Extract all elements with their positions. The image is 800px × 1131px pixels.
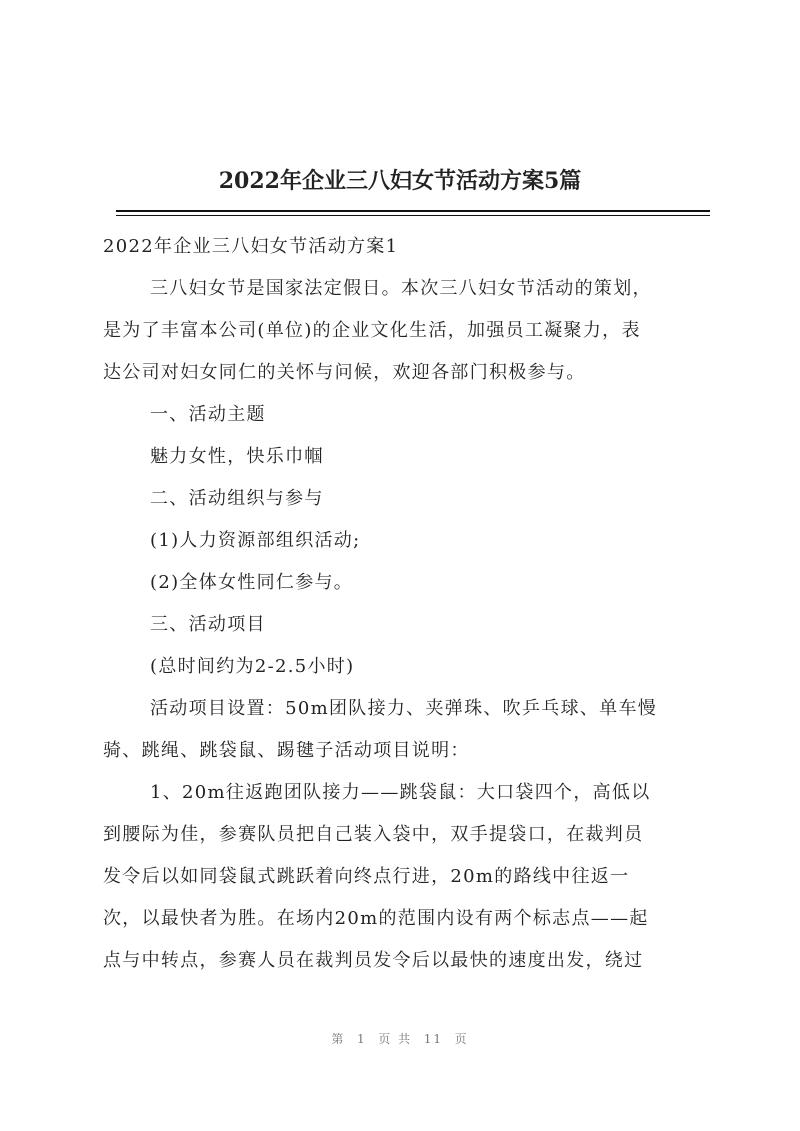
paragraph-line: (总时间约为2-2.5小时) bbox=[150, 656, 355, 677]
document-title: 2022年企业三八妇女节活动方案5篇 bbox=[218, 168, 582, 194]
paragraph-line: 活动项目设置：50m团队接力、夹弹珠、吹乒乓球、单车慢 bbox=[150, 698, 658, 719]
section-heading: 2022年企业三八妇女节活动方案1 bbox=[103, 236, 399, 257]
page-footer: 第 1 页 共 11 页 bbox=[331, 1032, 469, 1046]
subheading-theme: 一、活动主题 bbox=[150, 404, 266, 425]
paragraph-line: 是为了丰富本公司(单位)的企业文化生活，加强员工凝聚力，表 bbox=[103, 320, 641, 341]
paragraph-line: 骑、跳绳、跳袋鼠、踢毽子活动项目说明： bbox=[103, 740, 470, 761]
title-rule-thick bbox=[116, 210, 710, 212]
paragraph-line: 1、20m往返跑团队接力——跳袋鼠：大口袋四个，高低以 bbox=[150, 782, 651, 803]
paragraph-line: (1)人力资源部组织活动; bbox=[150, 530, 361, 551]
subheading-organization: 二、活动组织与参与 bbox=[150, 488, 324, 509]
title-rule-thin bbox=[116, 215, 710, 216]
paragraph-line: 次，以最快者为胜。在场内20m的范围内设有两个标志点——起 bbox=[103, 908, 649, 929]
paragraph-line: 点与中转点，参赛人员在裁判员发令后以最快的速度出发，绕过 bbox=[103, 950, 644, 971]
subheading-items: 三、活动项目 bbox=[150, 614, 266, 635]
paragraph-line: (2)全体女性同仁参与。 bbox=[150, 572, 354, 593]
paragraph-line: 到腰际为佳，参赛队员把自己装入袋中，双手提袋口，在裁判员 bbox=[103, 824, 644, 845]
paragraph-line: 魅力女性，快乐巾帼 bbox=[150, 446, 324, 467]
paragraph-line: 发令后以如同袋鼠式跳跃着向终点行进，20m的路线中往返一 bbox=[103, 866, 630, 887]
paragraph-line: 达公司对妇女同仁的关怀与问候，欢迎各部门积极参与。 bbox=[103, 362, 586, 383]
paragraph-line: 三八妇女节是国家法定假日。本次三八妇女节活动的策划， bbox=[150, 278, 652, 299]
